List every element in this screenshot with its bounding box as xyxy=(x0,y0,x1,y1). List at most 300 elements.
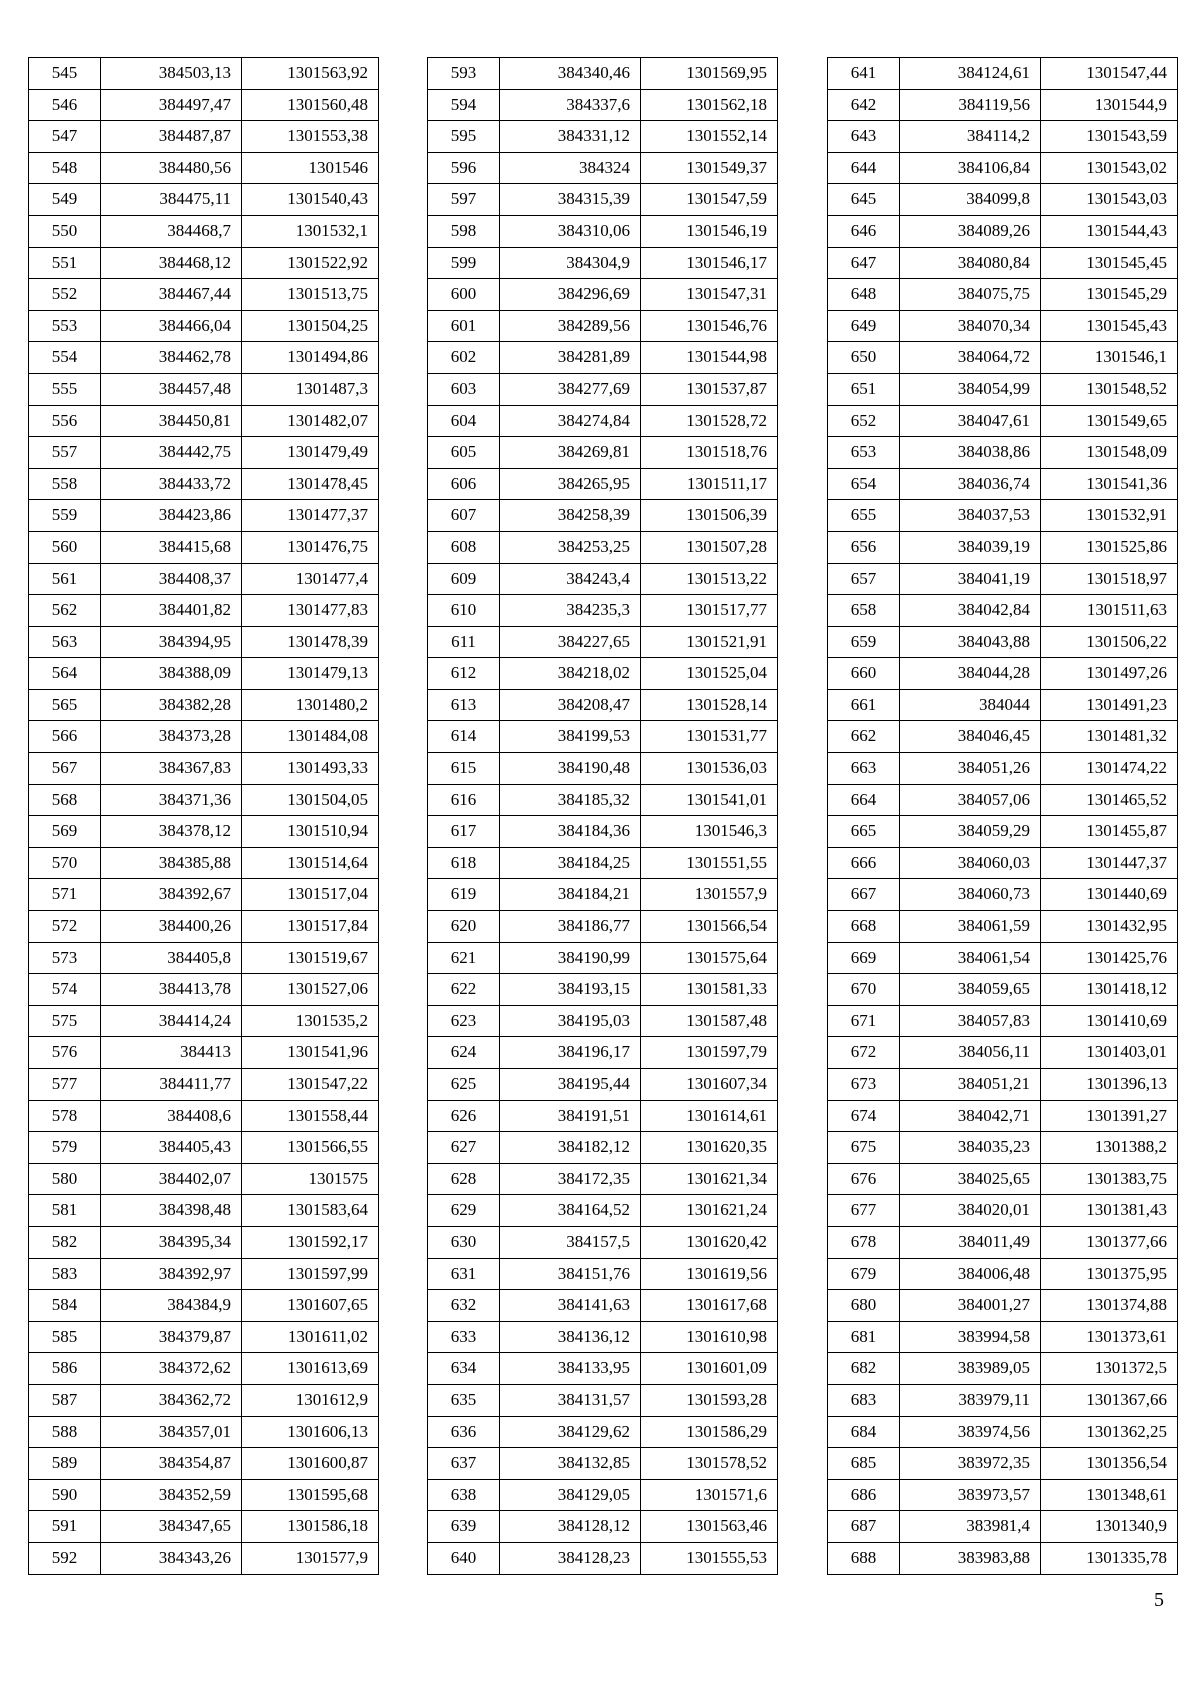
point-number-cell: 646 xyxy=(828,215,900,247)
point-number-cell: 663 xyxy=(828,753,900,785)
point-number-cell: 666 xyxy=(828,847,900,879)
x-coordinate-cell: 384475,11 xyxy=(101,184,242,216)
point-number-cell: 662 xyxy=(828,721,900,753)
point-number-cell: 653 xyxy=(828,437,900,469)
point-number-cell: 671 xyxy=(828,1005,900,1037)
y-coordinate-cell: 1301367,66 xyxy=(1041,1384,1178,1416)
x-coordinate-cell: 384265,95 xyxy=(500,468,641,500)
y-coordinate-cell: 1301504,25 xyxy=(242,310,379,342)
point-number-cell: 606 xyxy=(428,468,500,500)
table-row xyxy=(428,1258,778,1290)
table-row xyxy=(29,437,379,469)
y-coordinate-cell: 1301335,78 xyxy=(1041,1542,1178,1574)
table-row xyxy=(29,1069,379,1101)
x-coordinate-cell: 384136,12 xyxy=(500,1321,641,1353)
point-number-cell: 621 xyxy=(428,942,500,974)
table-row xyxy=(428,753,778,785)
x-coordinate-cell: 384001,27 xyxy=(900,1290,1041,1322)
table-row xyxy=(29,911,379,943)
x-coordinate-cell: 383983,88 xyxy=(900,1542,1041,1574)
x-coordinate-cell: 383994,58 xyxy=(900,1321,1041,1353)
point-number-cell: 674 xyxy=(828,1100,900,1132)
x-coordinate-cell: 384497,47 xyxy=(101,89,242,121)
y-coordinate-cell: 1301611,02 xyxy=(242,1321,379,1353)
point-number-cell: 685 xyxy=(828,1448,900,1480)
x-coordinate-cell: 384413 xyxy=(101,1037,242,1069)
x-coordinate-cell: 384044,28 xyxy=(900,658,1041,690)
table-row xyxy=(428,342,778,374)
point-number-cell: 647 xyxy=(828,247,900,279)
point-number-cell: 634 xyxy=(428,1353,500,1385)
x-coordinate-cell: 384394,95 xyxy=(101,626,242,658)
point-number-cell: 609 xyxy=(428,563,500,595)
point-number-cell: 673 xyxy=(828,1069,900,1101)
table-row xyxy=(29,184,379,216)
point-number-cell: 563 xyxy=(29,626,101,658)
table-row xyxy=(428,1163,778,1195)
point-number-cell: 599 xyxy=(428,247,500,279)
point-number-cell: 678 xyxy=(828,1226,900,1258)
point-number-cell: 611 xyxy=(428,626,500,658)
point-number-cell: 679 xyxy=(828,1258,900,1290)
point-number-cell: 687 xyxy=(828,1511,900,1543)
x-coordinate-cell: 384141,63 xyxy=(500,1290,641,1322)
table-row xyxy=(29,1448,379,1480)
y-coordinate-cell: 1301391,27 xyxy=(1041,1100,1178,1132)
x-coordinate-cell: 384080,84 xyxy=(900,247,1041,279)
x-coordinate-cell: 384184,25 xyxy=(500,847,641,879)
x-coordinate-cell: 384057,06 xyxy=(900,784,1041,816)
table-row xyxy=(29,247,379,279)
point-number-cell: 555 xyxy=(29,373,101,405)
x-coordinate-cell: 384054,99 xyxy=(900,373,1041,405)
y-coordinate-cell: 1301586,18 xyxy=(242,1511,379,1543)
x-coordinate-cell: 384128,23 xyxy=(500,1542,641,1574)
table-row xyxy=(828,847,1178,879)
table-row xyxy=(29,1258,379,1290)
x-coordinate-cell: 384468,12 xyxy=(101,247,242,279)
y-coordinate-cell: 1301513,75 xyxy=(242,279,379,311)
x-coordinate-cell: 384382,28 xyxy=(101,689,242,721)
y-coordinate-cell: 1301465,52 xyxy=(1041,784,1178,816)
y-coordinate-cell: 1301525,04 xyxy=(641,658,778,690)
point-number-cell: 660 xyxy=(828,658,900,690)
point-number-cell: 675 xyxy=(828,1132,900,1164)
table-row xyxy=(828,753,1178,785)
y-coordinate-cell: 1301566,54 xyxy=(641,911,778,943)
point-number-cell: 584 xyxy=(29,1290,101,1322)
x-coordinate-cell: 384060,03 xyxy=(900,847,1041,879)
table-row xyxy=(828,500,1178,532)
y-coordinate-cell: 1301482,07 xyxy=(242,405,379,437)
x-coordinate-cell: 383981,4 xyxy=(900,1511,1041,1543)
table-row xyxy=(428,721,778,753)
table-row xyxy=(828,1416,1178,1448)
table-row xyxy=(428,184,778,216)
x-coordinate-cell: 384392,97 xyxy=(101,1258,242,1290)
x-coordinate-cell: 384195,03 xyxy=(500,1005,641,1037)
table-row xyxy=(29,89,379,121)
y-coordinate-cell: 1301600,87 xyxy=(242,1448,379,1480)
point-number-cell: 633 xyxy=(428,1321,500,1353)
x-coordinate-cell: 384281,89 xyxy=(500,342,641,374)
y-coordinate-cell: 1301557,9 xyxy=(641,879,778,911)
point-number-cell: 630 xyxy=(428,1226,500,1258)
table-row xyxy=(428,658,778,690)
x-coordinate-cell: 384119,56 xyxy=(900,89,1041,121)
x-coordinate-cell: 384035,23 xyxy=(900,1132,1041,1164)
y-coordinate-cell: 1301474,22 xyxy=(1041,753,1178,785)
point-number-cell: 622 xyxy=(428,974,500,1006)
x-coordinate-cell: 384070,34 xyxy=(900,310,1041,342)
x-coordinate-cell: 384195,44 xyxy=(500,1069,641,1101)
point-number-cell: 651 xyxy=(828,373,900,405)
point-number-cell: 683 xyxy=(828,1384,900,1416)
y-coordinate-cell: 1301375,95 xyxy=(1041,1258,1178,1290)
point-number-cell: 614 xyxy=(428,721,500,753)
point-number-cell: 595 xyxy=(428,121,500,153)
x-coordinate-cell: 384277,69 xyxy=(500,373,641,405)
y-coordinate-cell: 1301511,63 xyxy=(1041,595,1178,627)
y-coordinate-cell: 1301562,18 xyxy=(641,89,778,121)
y-coordinate-cell: 1301569,95 xyxy=(641,58,778,90)
x-coordinate-cell: 384405,8 xyxy=(101,942,242,974)
point-number-cell: 586 xyxy=(29,1353,101,1385)
point-number-cell: 575 xyxy=(29,1005,101,1037)
x-coordinate-cell: 384011,49 xyxy=(900,1226,1041,1258)
y-coordinate-cell: 1301494,86 xyxy=(242,342,379,374)
table-row xyxy=(428,215,778,247)
y-coordinate-cell: 1301613,69 xyxy=(242,1353,379,1385)
x-coordinate-cell: 384157,5 xyxy=(500,1226,641,1258)
y-coordinate-cell: 1301547,22 xyxy=(242,1069,379,1101)
point-number-cell: 664 xyxy=(828,784,900,816)
y-coordinate-cell: 1301544,98 xyxy=(641,342,778,374)
table-row xyxy=(29,1384,379,1416)
x-coordinate-cell: 384373,28 xyxy=(101,721,242,753)
point-number-cell: 631 xyxy=(428,1258,500,1290)
point-number-cell: 682 xyxy=(828,1353,900,1385)
table-row xyxy=(428,1353,778,1385)
point-number-cell: 583 xyxy=(29,1258,101,1290)
x-coordinate-cell: 384057,83 xyxy=(900,1005,1041,1037)
table-row xyxy=(29,816,379,848)
x-coordinate-cell: 384006,48 xyxy=(900,1258,1041,1290)
point-number-cell: 656 xyxy=(828,531,900,563)
table-row xyxy=(828,816,1178,848)
table-row xyxy=(828,879,1178,911)
table-row xyxy=(828,1005,1178,1037)
y-coordinate-cell: 1301504,05 xyxy=(242,784,379,816)
x-coordinate-cell: 384199,53 xyxy=(500,721,641,753)
x-coordinate-cell: 384041,19 xyxy=(900,563,1041,595)
x-coordinate-cell: 384442,75 xyxy=(101,437,242,469)
table-row xyxy=(29,784,379,816)
x-coordinate-cell: 384044 xyxy=(900,689,1041,721)
y-coordinate-cell: 1301541,36 xyxy=(1041,468,1178,500)
x-coordinate-cell: 384372,62 xyxy=(101,1353,242,1385)
point-number-cell: 681 xyxy=(828,1321,900,1353)
table-row xyxy=(428,1195,778,1227)
x-coordinate-cell: 384340,46 xyxy=(500,58,641,90)
y-coordinate-cell: 1301545,43 xyxy=(1041,310,1178,342)
table-row xyxy=(29,847,379,879)
y-coordinate-cell: 1301511,17 xyxy=(641,468,778,500)
y-coordinate-cell: 1301497,26 xyxy=(1041,658,1178,690)
point-number-cell: 645 xyxy=(828,184,900,216)
table-row xyxy=(428,1542,778,1574)
y-coordinate-cell: 1301479,13 xyxy=(242,658,379,690)
point-number-cell: 661 xyxy=(828,689,900,721)
y-coordinate-cell: 1301560,48 xyxy=(242,89,379,121)
table-row xyxy=(828,1163,1178,1195)
table-row xyxy=(828,595,1178,627)
table-row xyxy=(428,1321,778,1353)
x-coordinate-cell: 384503,13 xyxy=(101,58,242,90)
y-coordinate-cell: 1301477,4 xyxy=(242,563,379,595)
x-coordinate-cell: 384151,76 xyxy=(500,1258,641,1290)
point-number-cell: 582 xyxy=(29,1226,101,1258)
table-row xyxy=(428,879,778,911)
point-number-cell: 594 xyxy=(428,89,500,121)
table-row xyxy=(29,1353,379,1385)
point-number-cell: 616 xyxy=(428,784,500,816)
y-coordinate-cell: 1301548,52 xyxy=(1041,373,1178,405)
y-coordinate-cell: 1301583,64 xyxy=(242,1195,379,1227)
y-coordinate-cell: 1301535,2 xyxy=(242,1005,379,1037)
table-row xyxy=(428,405,778,437)
table-row xyxy=(29,595,379,627)
y-coordinate-cell: 1301577,9 xyxy=(242,1542,379,1574)
table-row xyxy=(29,405,379,437)
table-row xyxy=(828,1353,1178,1385)
y-coordinate-cell: 1301506,39 xyxy=(641,500,778,532)
point-number-cell: 617 xyxy=(428,816,500,848)
table-row xyxy=(29,626,379,658)
point-number-cell: 596 xyxy=(428,152,500,184)
x-coordinate-cell: 384051,26 xyxy=(900,753,1041,785)
y-coordinate-cell: 1301455,87 xyxy=(1041,816,1178,848)
y-coordinate-cell: 1301581,33 xyxy=(641,974,778,1006)
point-number-cell: 652 xyxy=(828,405,900,437)
table-row xyxy=(828,1195,1178,1227)
y-coordinate-cell: 1301532,1 xyxy=(242,215,379,247)
x-coordinate-cell: 384413,78 xyxy=(101,974,242,1006)
x-coordinate-cell: 384466,04 xyxy=(101,310,242,342)
point-number-cell: 659 xyxy=(828,626,900,658)
x-coordinate-cell: 384132,85 xyxy=(500,1448,641,1480)
point-number-cell: 670 xyxy=(828,974,900,1006)
y-coordinate-cell: 1301620,35 xyxy=(641,1132,778,1164)
y-coordinate-cell: 1301614,61 xyxy=(641,1100,778,1132)
point-number-cell: 610 xyxy=(428,595,500,627)
point-number-cell: 570 xyxy=(29,847,101,879)
point-number-cell: 669 xyxy=(828,942,900,974)
point-number-cell: 556 xyxy=(29,405,101,437)
point-number-cell: 574 xyxy=(29,974,101,1006)
y-coordinate-cell: 1301546,76 xyxy=(641,310,778,342)
table-row xyxy=(428,468,778,500)
y-coordinate-cell: 1301543,59 xyxy=(1041,121,1178,153)
point-number-cell: 571 xyxy=(29,879,101,911)
point-number-cell: 557 xyxy=(29,437,101,469)
point-number-cell: 677 xyxy=(828,1195,900,1227)
y-coordinate-cell: 1301476,75 xyxy=(242,531,379,563)
y-coordinate-cell: 1301517,04 xyxy=(242,879,379,911)
y-coordinate-cell: 1301521,91 xyxy=(641,626,778,658)
y-coordinate-cell: 1301518,76 xyxy=(641,437,778,469)
table-row xyxy=(428,595,778,627)
x-coordinate-cell: 384331,12 xyxy=(500,121,641,153)
point-number-cell: 615 xyxy=(428,753,500,785)
page-number: 5 xyxy=(1154,1589,1164,1611)
point-number-cell: 587 xyxy=(29,1384,101,1416)
table-row xyxy=(29,721,379,753)
y-coordinate-cell: 1301597,79 xyxy=(641,1037,778,1069)
x-coordinate-cell: 383989,05 xyxy=(900,1353,1041,1385)
x-coordinate-cell: 384347,65 xyxy=(101,1511,242,1543)
point-number-cell: 589 xyxy=(29,1448,101,1480)
x-coordinate-cell: 384395,34 xyxy=(101,1226,242,1258)
y-coordinate-cell: 1301479,49 xyxy=(242,437,379,469)
point-number-cell: 626 xyxy=(428,1100,500,1132)
x-coordinate-cell: 384129,62 xyxy=(500,1416,641,1448)
point-number-cell: 562 xyxy=(29,595,101,627)
y-coordinate-cell: 1301478,45 xyxy=(242,468,379,500)
table-row xyxy=(828,1321,1178,1353)
y-coordinate-cell: 1301587,48 xyxy=(641,1005,778,1037)
x-coordinate-cell: 384061,59 xyxy=(900,911,1041,943)
y-coordinate-cell: 1301575,64 xyxy=(641,942,778,974)
x-coordinate-cell: 384190,99 xyxy=(500,942,641,974)
y-coordinate-cell: 1301491,23 xyxy=(1041,689,1178,721)
table-row xyxy=(29,1321,379,1353)
x-coordinate-cell: 384487,87 xyxy=(101,121,242,153)
y-coordinate-cell: 1301547,31 xyxy=(641,279,778,311)
x-coordinate-cell: 384371,36 xyxy=(101,784,242,816)
y-coordinate-cell: 1301620,42 xyxy=(641,1226,778,1258)
point-number-cell: 636 xyxy=(428,1416,500,1448)
y-coordinate-cell: 1301558,44 xyxy=(242,1100,379,1132)
x-coordinate-cell: 384129,05 xyxy=(500,1479,641,1511)
point-number-cell: 658 xyxy=(828,595,900,627)
x-coordinate-cell: 384379,87 xyxy=(101,1321,242,1353)
table-row xyxy=(828,1069,1178,1101)
x-coordinate-cell: 384408,6 xyxy=(101,1100,242,1132)
y-coordinate-cell: 1301553,38 xyxy=(242,121,379,153)
y-coordinate-cell: 1301541,01 xyxy=(641,784,778,816)
y-coordinate-cell: 1301484,08 xyxy=(242,721,379,753)
y-coordinate-cell: 1301549,37 xyxy=(641,152,778,184)
table-row xyxy=(828,342,1178,374)
y-coordinate-cell: 1301480,2 xyxy=(242,689,379,721)
y-coordinate-cell: 1301571,6 xyxy=(641,1479,778,1511)
x-coordinate-cell: 384208,47 xyxy=(500,689,641,721)
x-coordinate-cell: 384411,77 xyxy=(101,1069,242,1101)
table-row xyxy=(828,310,1178,342)
table-row xyxy=(29,215,379,247)
point-number-cell: 579 xyxy=(29,1132,101,1164)
point-number-cell: 625 xyxy=(428,1069,500,1101)
table-row xyxy=(828,1290,1178,1322)
x-coordinate-cell: 384061,54 xyxy=(900,942,1041,974)
point-number-cell: 600 xyxy=(428,279,500,311)
x-coordinate-cell: 384296,69 xyxy=(500,279,641,311)
y-coordinate-cell: 1301517,77 xyxy=(641,595,778,627)
point-number-cell: 639 xyxy=(428,1511,500,1543)
point-number-cell: 576 xyxy=(29,1037,101,1069)
y-coordinate-cell: 1301536,03 xyxy=(641,753,778,785)
table-row xyxy=(828,468,1178,500)
point-number-cell: 608 xyxy=(428,531,500,563)
table-row xyxy=(828,247,1178,279)
x-coordinate-cell: 384059,29 xyxy=(900,816,1041,848)
table-row xyxy=(828,1448,1178,1480)
x-coordinate-cell: 384196,17 xyxy=(500,1037,641,1069)
x-coordinate-cell: 384025,65 xyxy=(900,1163,1041,1195)
y-coordinate-cell: 1301546,1 xyxy=(1041,342,1178,374)
point-number-cell: 593 xyxy=(428,58,500,90)
y-coordinate-cell: 1301544,9 xyxy=(1041,89,1178,121)
y-coordinate-cell: 1301374,88 xyxy=(1041,1290,1178,1322)
y-coordinate-cell: 1301540,43 xyxy=(242,184,379,216)
point-number-cell: 667 xyxy=(828,879,900,911)
x-coordinate-cell: 384457,48 xyxy=(101,373,242,405)
y-coordinate-cell: 1301555,53 xyxy=(641,1542,778,1574)
x-coordinate-cell: 384269,81 xyxy=(500,437,641,469)
point-number-cell: 546 xyxy=(29,89,101,121)
table-row xyxy=(428,1511,778,1543)
table-row xyxy=(828,121,1178,153)
coordinate-table-2 xyxy=(427,57,778,1575)
x-coordinate-cell: 384405,43 xyxy=(101,1132,242,1164)
table-row xyxy=(29,1132,379,1164)
x-coordinate-cell: 383974,56 xyxy=(900,1416,1041,1448)
table-row xyxy=(828,531,1178,563)
table-row xyxy=(29,468,379,500)
point-number-cell: 676 xyxy=(828,1163,900,1195)
point-number-cell: 635 xyxy=(428,1384,500,1416)
point-number-cell: 573 xyxy=(29,942,101,974)
point-number-cell: 641 xyxy=(828,58,900,90)
table-row xyxy=(29,58,379,90)
y-coordinate-cell: 1301546,3 xyxy=(641,816,778,848)
x-coordinate-cell: 384020,01 xyxy=(900,1195,1041,1227)
y-coordinate-cell: 1301546,19 xyxy=(641,215,778,247)
point-number-cell: 598 xyxy=(428,215,500,247)
y-coordinate-cell: 1301528,14 xyxy=(641,689,778,721)
point-number-cell: 613 xyxy=(428,689,500,721)
x-coordinate-cell: 384385,88 xyxy=(101,847,242,879)
point-number-cell: 565 xyxy=(29,689,101,721)
table-row xyxy=(828,58,1178,90)
x-coordinate-cell: 384414,24 xyxy=(101,1005,242,1037)
y-coordinate-cell: 1301506,22 xyxy=(1041,626,1178,658)
y-coordinate-cell: 1301373,61 xyxy=(1041,1321,1178,1353)
y-coordinate-cell: 1301447,37 xyxy=(1041,847,1178,879)
table-row xyxy=(428,1037,778,1069)
x-coordinate-cell: 384047,61 xyxy=(900,405,1041,437)
y-coordinate-cell: 1301531,77 xyxy=(641,721,778,753)
y-coordinate-cell: 1301477,37 xyxy=(242,500,379,532)
table-row xyxy=(29,974,379,1006)
y-coordinate-cell: 1301537,87 xyxy=(641,373,778,405)
table-row xyxy=(828,689,1178,721)
table-row xyxy=(29,1416,379,1448)
y-coordinate-cell: 1301544,43 xyxy=(1041,215,1178,247)
table-row xyxy=(29,942,379,974)
table-row xyxy=(29,1479,379,1511)
